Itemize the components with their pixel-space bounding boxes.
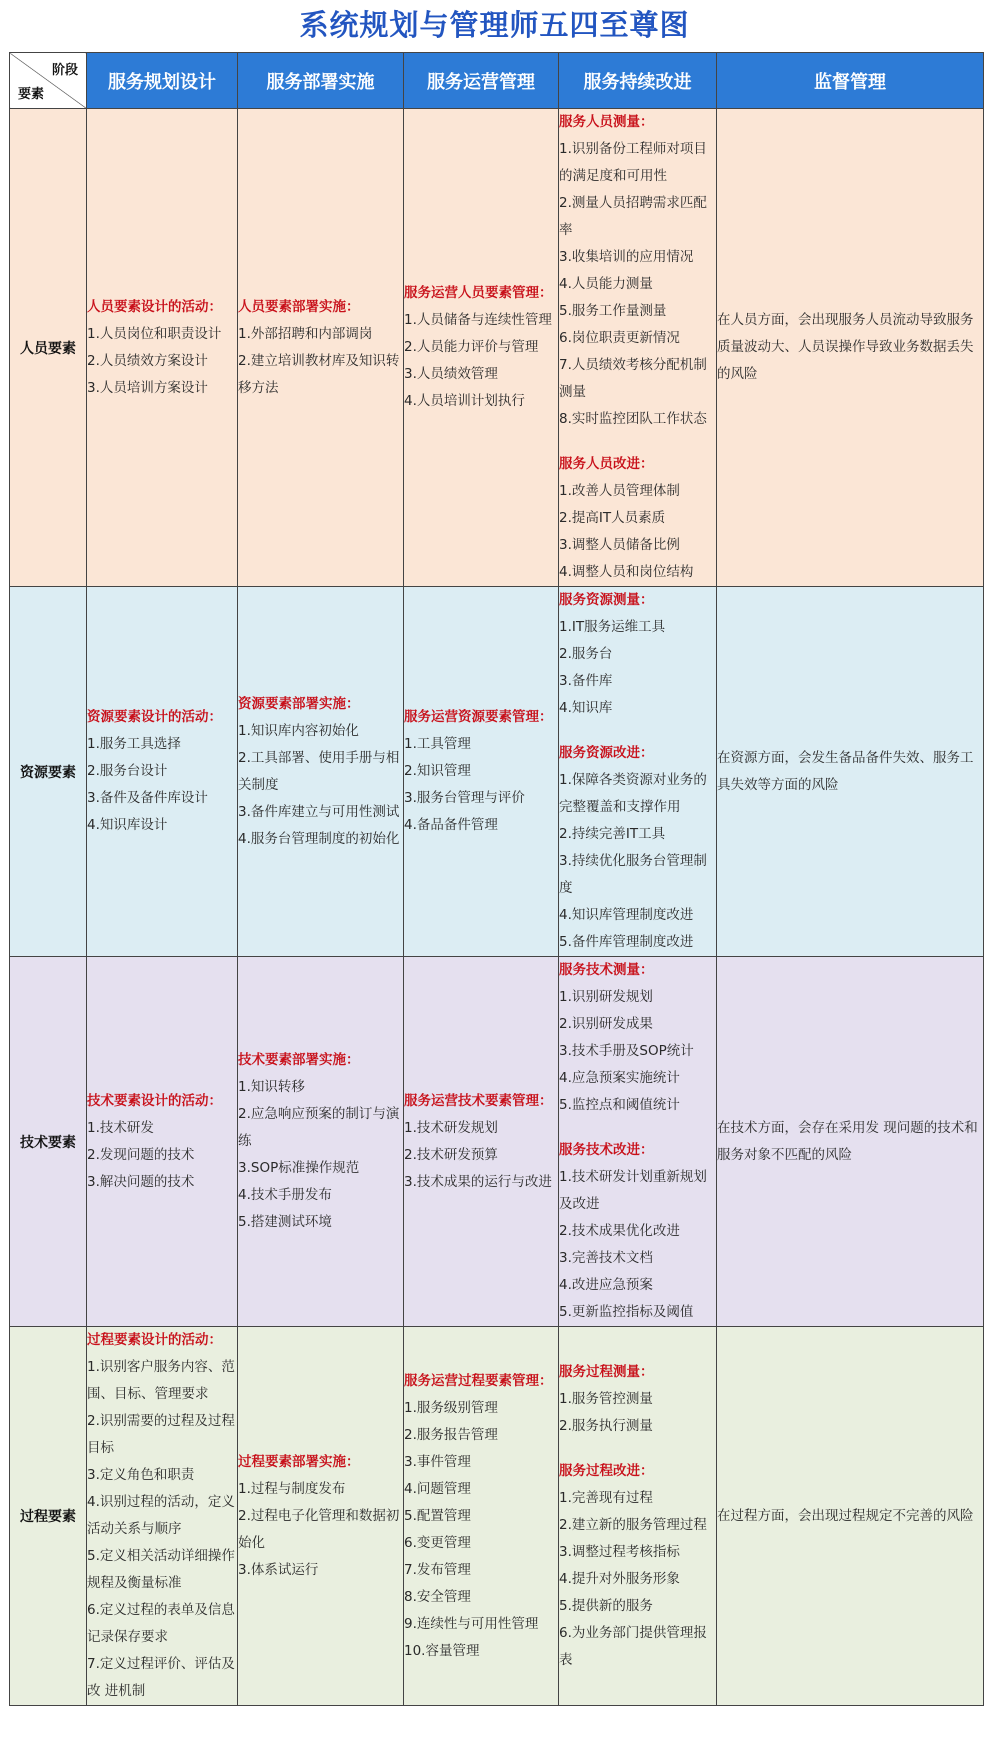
activity-block: [559, 1458, 716, 1674]
row-label: 人员要素: [10, 109, 87, 587]
row-label: 资源要素: [10, 587, 87, 957]
block-heading: 服务运营技术要素管理：: [404, 1092, 553, 1109]
block-item: 6.为业务部门提供管理报表: [559, 1624, 707, 1668]
block-item: 2.工具部署、使用手册与相关制度: [238, 749, 400, 793]
activity-block: [87, 1088, 237, 1196]
block-item: 5.监控点和阈值统计: [559, 1097, 680, 1113]
block-item: 2.人员绩效方案设计: [87, 352, 208, 369]
block-item: 1.过程与制度发布: [238, 1480, 346, 1497]
block-item: 5.更新监控指标及阈值: [559, 1304, 694, 1320]
block-item: 4.应急预案实施统计: [559, 1070, 680, 1086]
stage-header-supervise: 监督管理: [717, 53, 984, 109]
corner-element-label: 要素: [18, 87, 45, 102]
block-item: 10.容量管理: [404, 1642, 480, 1659]
stage-header-design: 服务规划设计: [87, 53, 238, 109]
supervise-cell: 在人员方面，会出现服务人员流动导致服务质量波动大、人员误操作导致业务数据丢失的风险: [717, 109, 984, 587]
block-heading: 资源要素部署实施：: [238, 695, 360, 712]
block-item: 5.搭建测试环境: [238, 1214, 332, 1230]
block-item: 3.备件及备件库设计: [87, 790, 208, 806]
activity-block: [404, 704, 558, 839]
block-heading: 服务运营资源要素管理：: [404, 709, 553, 725]
block-item: 6.定义过程的表单及信息记录保存要求: [87, 1602, 235, 1645]
block-item: 1.人员岗位和职责设计: [87, 325, 222, 342]
block-item: 1.识别客户服务内容、范围、目标、管理要求: [87, 1359, 235, 1402]
block-heading: 服务过程改进：: [559, 1462, 654, 1479]
block-item: 7.定义过程评价、评估及改 进机制: [87, 1656, 235, 1699]
block-item: 4.人员能力测量: [559, 276, 653, 292]
block-item: 2.过程电子化管理和数据初始化: [238, 1507, 400, 1551]
block-heading: 过程要素设计的活动：: [87, 1332, 222, 1348]
block-item: 3.技术手册及SOP统计: [559, 1043, 694, 1059]
header-row: [10, 53, 984, 109]
row-personnel: [10, 109, 984, 587]
block-item: 1.技术研发: [87, 1119, 154, 1136]
block-item: 2.识别需要的过程及过程目标: [87, 1413, 235, 1456]
activity-block: [238, 1047, 403, 1236]
activity-block: [559, 451, 716, 586]
block-item: 1.人员储备与连续性管理: [404, 312, 552, 328]
block-item: 1.服务管控测量: [559, 1390, 653, 1407]
activity-block: [559, 957, 716, 1119]
block-item: 1.工具管理: [404, 736, 471, 752]
block-item: 3.事件管理: [404, 1453, 471, 1470]
block-item: 4.提升对外服务形象: [559, 1570, 680, 1587]
matrix-table: [9, 52, 984, 1706]
block-item: 3.体系试运行: [238, 1561, 319, 1578]
activity-block: [238, 294, 403, 402]
block-item: 3.调整过程考核指标: [559, 1543, 680, 1560]
block-item: 3.人员绩效管理: [404, 366, 498, 382]
block-item: 1.完善现有过程: [559, 1489, 653, 1506]
block-item: 4.改进应急预案: [559, 1277, 653, 1293]
block-item: 2.知识管理: [404, 763, 471, 779]
block-item: 9.连续性与可用性管理: [404, 1615, 539, 1632]
activity-block: [559, 109, 716, 433]
corner-stage-label: 阶段: [51, 63, 78, 78]
supervise-cell: 在过程方面，会出现过程规定不完善的风险: [717, 1327, 984, 1706]
page-title: 系统规划与管理师五四至尊图: [299, 8, 690, 42]
block-heading: 人员要素设计的活动：: [87, 298, 222, 315]
activity-block: [559, 587, 716, 722]
block-item: 1.识别研发规划: [559, 989, 653, 1005]
block-item: 1.服务工具选择: [87, 736, 181, 752]
block-heading: 服务运营过程要素管理：: [404, 1372, 553, 1389]
block-item: 2.发现问题的技术: [87, 1146, 195, 1163]
row-label: 过程要素: [10, 1327, 87, 1706]
block-item: 1.知识库内容初始化: [238, 722, 359, 739]
block-heading: 服务技术测量：: [559, 962, 654, 978]
block-heading: 技术要素设计的活动：: [87, 1092, 222, 1109]
supervise-cell: 在技术方面，会存在采用发 现问题的技术和服务对象不匹配的风险: [717, 957, 984, 1327]
block-item: 2.服务台设计: [87, 763, 168, 779]
improve-cell: [559, 109, 717, 587]
deploy-cell: [238, 957, 404, 1327]
design-cell: [87, 957, 238, 1327]
block-item: 4.知识库: [559, 700, 613, 716]
improve-cell: [559, 1327, 717, 1706]
block-item: 2.识别研发成果: [559, 1016, 653, 1032]
operate-cell: [404, 1327, 559, 1706]
stage-header-operate: 服务运营管理: [404, 53, 559, 109]
row-process: [10, 1327, 984, 1706]
block-item: 4.问题管理: [404, 1480, 471, 1497]
block-item: 2.技术研发预算: [404, 1146, 498, 1163]
block-heading: 技术要素部署实施：: [238, 1052, 360, 1068]
block-heading: 过程要素部署实施：: [238, 1453, 360, 1470]
block-item: 4.人员培训计划执行: [404, 393, 525, 409]
operate-cell: [404, 109, 559, 587]
block-item: 2.测量人员招聘需求匹配率: [559, 195, 707, 238]
block-item: 3.完善技术文档: [559, 1250, 653, 1266]
row-technology: [10, 957, 984, 1327]
block-item: 3.备件库建立与可用性测试: [238, 803, 400, 820]
block-item: 4.调整人员和岗位结构: [559, 564, 694, 580]
block-item: 3.技术成果的运行与改进: [404, 1173, 552, 1190]
block-item: 4.备品备件管理: [404, 817, 498, 833]
block-item: 1.服务级别管理: [404, 1399, 498, 1416]
block-item: 1.外部招聘和内部调岗: [238, 325, 373, 342]
activity-block: [238, 1449, 403, 1584]
block-item: 1.IT服务运维工具: [559, 619, 666, 635]
block-heading: 服务人员测量：: [559, 114, 654, 130]
block-item: 2.服务报告管理: [404, 1426, 498, 1443]
activity-block: [404, 1088, 558, 1196]
block-item: 2.服务执行测量: [559, 1417, 653, 1434]
improve-cell: [559, 957, 717, 1327]
block-item: 3.定义角色和职责: [87, 1467, 195, 1483]
block-item: 3.备件库: [559, 673, 613, 689]
activity-block: [87, 1327, 237, 1705]
block-heading: 服务人员改进：: [559, 456, 654, 472]
block-item: 3.服务台管理与评价: [404, 790, 525, 806]
block-item: 3.人员培训方案设计: [87, 379, 208, 396]
block-item: 8.实时监控团队工作状态: [559, 411, 707, 427]
design-cell: [87, 1327, 238, 1706]
block-item: 1.保障各类资源对业务的完整覆盖和支撑作用: [559, 772, 707, 815]
improve-cell: [559, 587, 717, 957]
block-item: 1.技术研发规划: [404, 1119, 498, 1136]
row-resource: [10, 587, 984, 957]
block-item: 1.识别备份工程师对项目的满足度和可用性: [559, 141, 707, 184]
block-item: 3.调整人员储备比例: [559, 537, 680, 553]
block-item: 6.变更管理: [404, 1534, 471, 1551]
row-label: 技术要素: [10, 957, 87, 1327]
deploy-cell: [238, 587, 404, 957]
block-item: 1.技术研发计划重新规划及改进: [559, 1169, 707, 1212]
activity-block: [404, 1368, 558, 1665]
block-item: 2.应急响应预案的制订与演练: [238, 1106, 400, 1149]
block-item: 2.人员能力评价与管理: [404, 339, 539, 355]
block-item: 4.知识库管理制度改进: [559, 907, 694, 923]
activity-block: [559, 1137, 716, 1326]
activity-block: [238, 691, 403, 853]
deploy-cell: [238, 1327, 404, 1706]
block-item: 2.建立新的服务管理过程: [559, 1516, 707, 1533]
block-heading: 服务资源测量：: [559, 592, 654, 608]
block-item: 3.持续优化服务台管理制度: [559, 853, 707, 896]
block-item: 3.收集培训的应用情况: [559, 249, 694, 265]
activity-block: [559, 1359, 716, 1440]
operate-cell: [404, 587, 559, 957]
block-item: 4.知识库设计: [87, 817, 168, 833]
block-item: 8.安全管理: [404, 1588, 471, 1605]
block-heading: 服务运营人员要素管理：: [404, 285, 553, 301]
block-heading: 服务过程测量：: [559, 1363, 654, 1380]
stage-header-deploy: 服务部署实施: [238, 53, 404, 109]
block-item: 5.服务工作量测量: [559, 303, 667, 319]
block-item: 4.技术手册发布: [238, 1187, 332, 1203]
activity-block: [87, 704, 237, 839]
block-item: 7.发布管理: [404, 1561, 471, 1578]
block-item: 5.定义相关活动详细操作规程及衡量标准: [87, 1548, 235, 1591]
block-item: 1.知识转移: [238, 1079, 305, 1095]
block-item: 6.岗位职责更新情况: [559, 330, 680, 346]
block-item: 2.建立培训教材库及知识转移方法: [238, 352, 400, 396]
corner-cell: [10, 53, 87, 109]
design-cell: [87, 587, 238, 957]
design-cell: [87, 109, 238, 587]
block-item: 2.持续完善IT工具: [559, 826, 666, 842]
activity-block: [559, 740, 716, 956]
block-heading: 资源要素设计的活动：: [87, 709, 222, 725]
block-item: 3.解决问题的技术: [87, 1173, 195, 1190]
block-item: 4.服务台管理制度的初始化: [238, 830, 400, 847]
block-item: 7.人员绩效考核分配机制测量: [559, 357, 707, 400]
block-heading: 人员要素部署实施：: [238, 298, 360, 315]
activity-block: [87, 294, 237, 402]
supervise-cell: 在资源方面，会发生备品备件失效、服务工具失效等方面的风险: [717, 587, 984, 957]
block-item: 3.SOP标准操作规范: [238, 1160, 360, 1176]
block-item: 5.配置管理: [404, 1507, 471, 1524]
activity-block: [404, 280, 558, 415]
block-item: 2.技术成果优化改进: [559, 1223, 680, 1239]
block-item: 2.服务台: [559, 646, 613, 662]
block-item: 1.改善人员管理体制: [559, 483, 680, 499]
block-item: 2.提高IT人员素质: [559, 510, 666, 526]
stage-header-improve: 服务持续改进: [559, 53, 717, 109]
block-heading: 服务资源改进：: [559, 745, 654, 761]
block-item: 5.提供新的服务: [559, 1597, 653, 1614]
operate-cell: [404, 957, 559, 1327]
block-heading: 服务技术改进：: [559, 1142, 654, 1158]
deploy-cell: [238, 109, 404, 587]
block-item: 4.识别过程的活动，定义活动关系与顺序: [87, 1494, 235, 1537]
block-item: 5.备件库管理制度改进: [559, 934, 694, 950]
